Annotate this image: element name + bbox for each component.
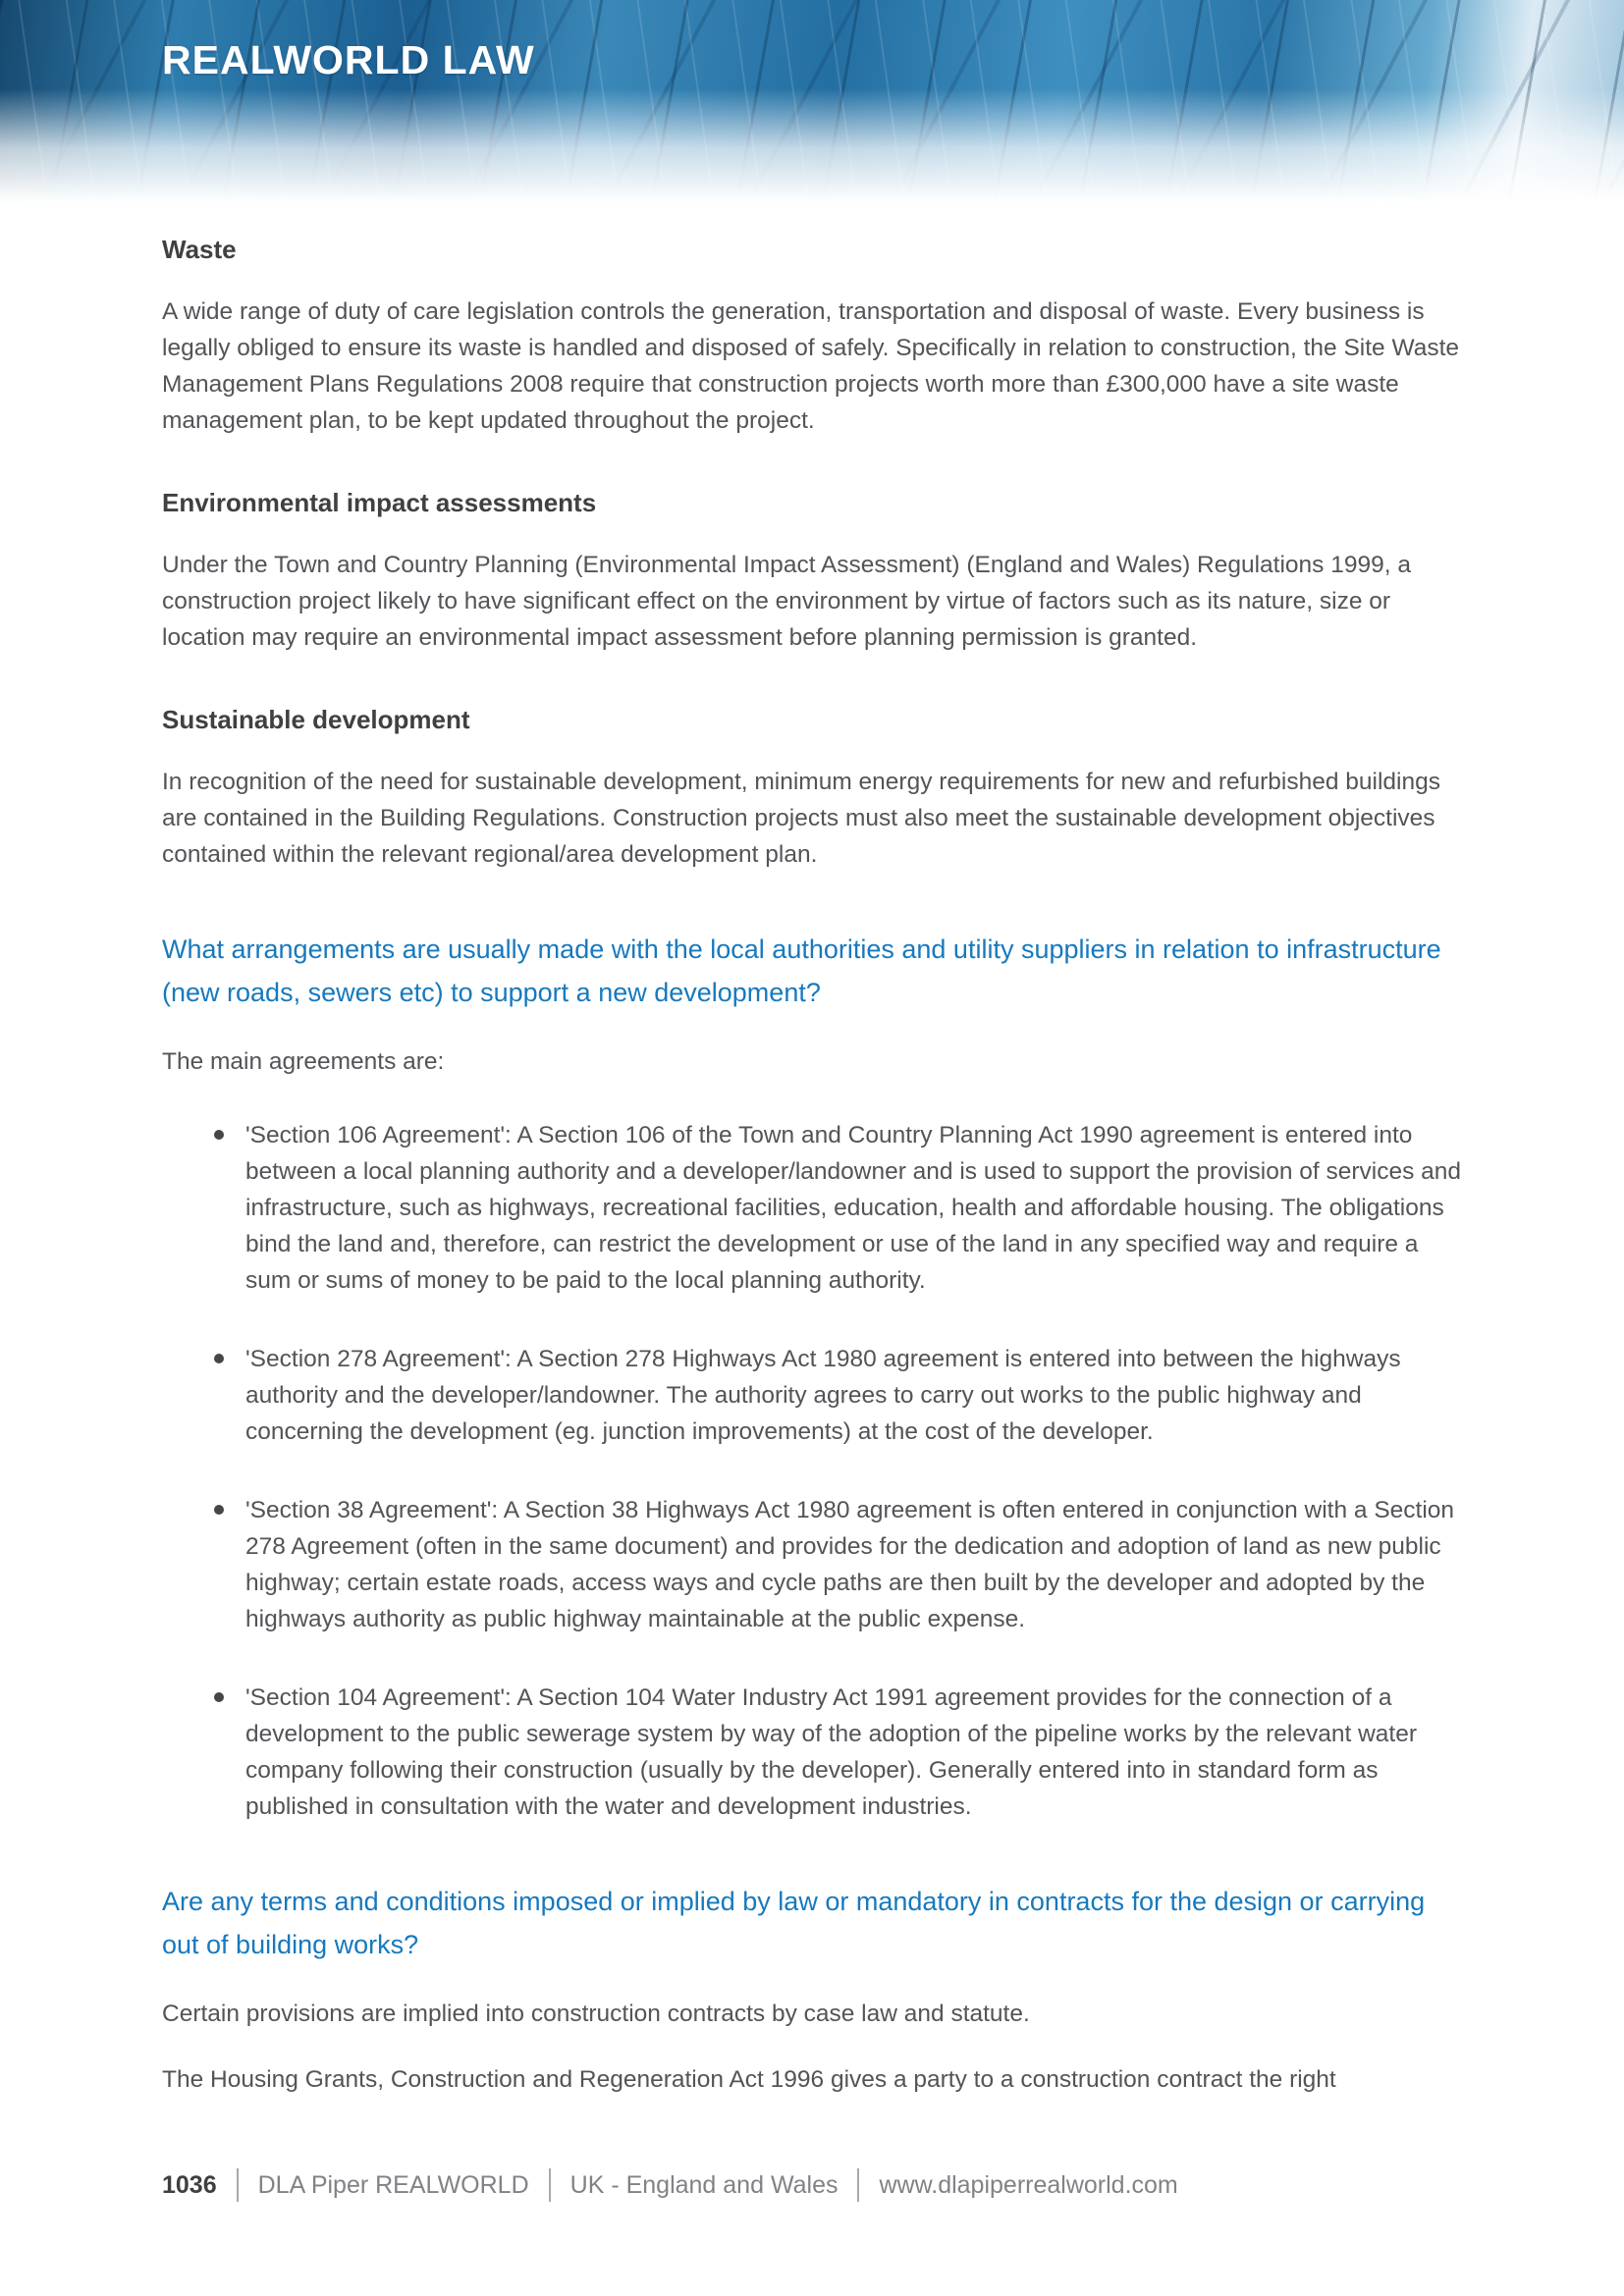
paragraph-waste: A wide range of duty of care legislation controls the generation, transportation and disposal of waste. Every business is legally obliged to ensure its waste is handled and disposed of safely. Specifically in relation to construction, the Site Waste Management Plans Regulations 2008 require that construction projects worth more than £300,000 have a site waste management plan, to be kept updated throughout the project. (162, 298, 1460, 434)
list-item-section-106 (162, 1117, 1468, 1299)
agreements-list (162, 1117, 1468, 1825)
list-item-text: 'Section 106 Agreement': A Section 106 of the Town and Country Planning Act 1990 agreement is entered into between a local planning authority and a developer/landowner and is used to support the provision of services and infrastructure, such as highways, recreational facilities, education, health and affordable housing. The obligations bind the land and, therefore, can restrict the development or use of the land in any specified way and require a sum or sums of money to be paid to the local planning authority. (245, 1122, 1462, 1294)
document-body (162, 235, 1468, 2098)
paragraph-environmental-impact: Under the Town and Country Planning (Environmental Impact Assessment) (England and Wales) Regulations 1999, a construction project likely to have significant effect on the environment by virtue of factors such as its nature, size or location may require an environmental impact assessment before planning permission is granted. (162, 552, 1411, 651)
section-heading-sustainable-development: Sustainable development (162, 705, 470, 734)
page-footer (162, 2165, 1178, 2205)
list-item-text: 'Section 278 Agreement': A Section 278 Highways Act 1980 agreement is entered into between the highways authority and the developer/landowner. The authority agrees to carry out works to the public highway and concerning the development (eg. junction improvements) at the cost of the developer. (245, 1346, 1401, 1445)
paragraph-main-agreements: The main agreements are: (162, 1048, 445, 1075)
header-banner (0, 0, 1624, 211)
brand-title: REALWORLD LAW (162, 37, 535, 82)
footer-divider (237, 2168, 239, 2202)
section-heading-waste: Waste (162, 235, 237, 264)
paragraph-certain-provisions: Certain provisions are implied into construction contracts by case law and statute. (162, 2001, 1030, 2027)
page-number: 1036 (162, 2171, 217, 2199)
bullet-icon (214, 1505, 224, 1515)
list-item-text: 'Section 38 Agreement': A Section 38 Highways Act 1980 agreement is often entered in conjunction with a Section 278 Agreement (often in the same document) and provides for the dedication and adoption of land as new public highway; certain estate roads, access ways and cycle paths are then built by the developer and adopted by the highways authority as public highway maintainable at the public expense. (245, 1497, 1455, 1632)
bullet-icon (214, 1354, 224, 1363)
paragraph-sustainable-development: In recognition of the need for sustainable development, minimum energy requirements for new and refurbished buildings are contained in the Building Regulations. Construction projects must also meet the sustainable development objectives contained within the relevant regional/area development plan. (162, 769, 1440, 868)
list-item-section-104 (162, 1680, 1468, 1825)
bullet-icon (214, 1692, 224, 1702)
bullet-icon (214, 1130, 224, 1140)
question-heading-terms-conditions: Are any terms and conditions imposed or implied by law or mandatory in contracts for the design or carrying out of building works? (162, 1887, 1426, 1959)
footer-divider (857, 2168, 859, 2202)
section-heading-environmental-impact: Environmental impact assessments (162, 488, 597, 517)
list-item-section-38 (162, 1492, 1468, 1637)
list-item-section-278 (162, 1341, 1468, 1450)
footer-region: UK - England and Wales (569, 2171, 839, 2199)
list-item-text: 'Section 104 Agreement': A Section 104 Water Industry Act 1991 agreement provides for the connection of a development to the public sewerage system by way of the adoption of the pipeline works by the relevant water company following their construction (usually by the developer). Generally entered into in standard form as published in consultation with the water and development industries. (245, 1684, 1418, 1820)
paragraph-housing-grants: The Housing Grants, Construction and Regeneration Act 1996 gives a party to a construction contract the right (162, 2066, 1336, 2093)
footer-divider (549, 2168, 551, 2202)
footer-url: www.dlapiperrealworld.com (879, 2171, 1178, 2199)
question-heading-infrastructure: What arrangements are usually made with the local authorities and utility suppliers in relation to infrastructure (new roads, sewers etc) to support a new development? (162, 934, 1441, 1007)
footer-brand: DLA Piper REALWORLD (257, 2171, 529, 2199)
